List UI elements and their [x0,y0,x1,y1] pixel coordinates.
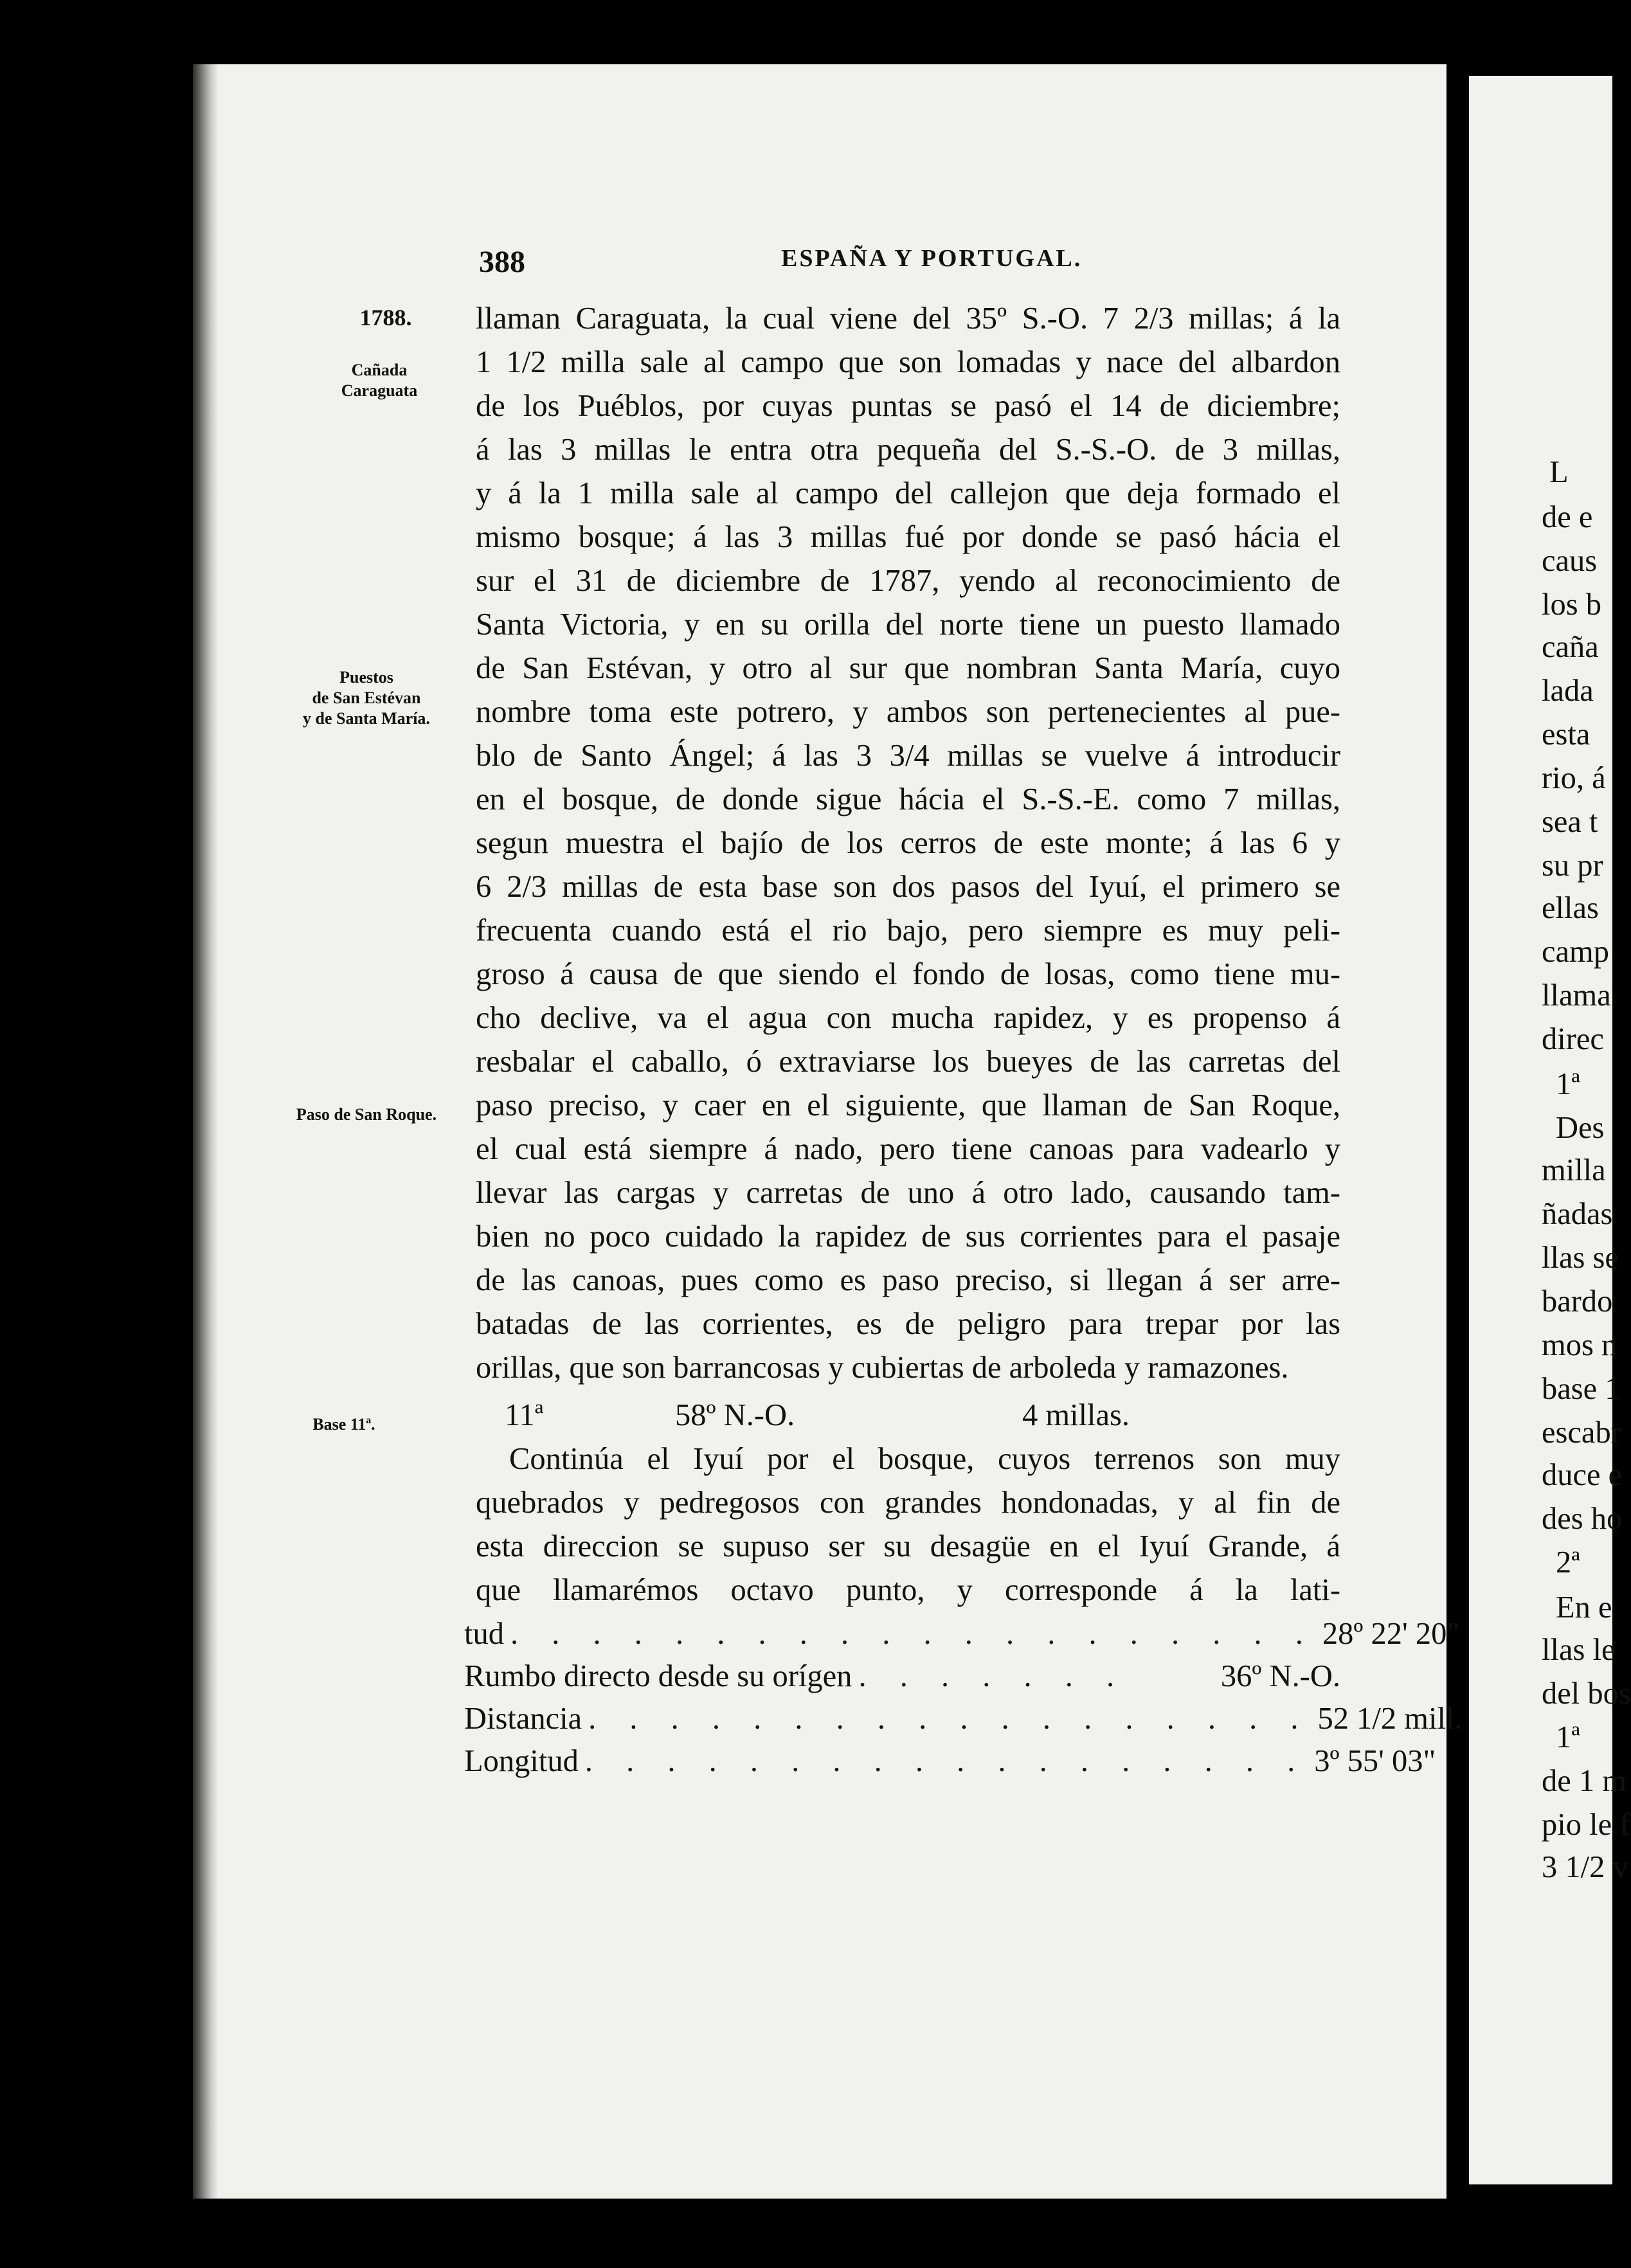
margin-note-paso: Paso de San Roque. [296,1105,437,1124]
facing-page-line: 1ª [1556,1720,1580,1754]
facing-page-line: Des [1556,1111,1605,1145]
text-line: 1 1/2 milla sale al campo que son lomadas y nace del albardon [476,345,1340,379]
text-line: en el bosque, de donde sigue hácia el S.-S.-E. como 7 millas, [476,782,1340,816]
text-line: esta direccion se supuso ser su desagüe en el Iyuí Grande, á [476,1529,1340,1563]
summary-value: 52 1/2 mill. [1317,1702,1463,1736]
facing-page-line: ellas [1542,891,1599,925]
summary-row [464,1612,1460,1656]
page-gutter-shadow [193,64,219,2199]
facing-page-line: direc [1542,1022,1604,1056]
text-line: llaman Caraguata, la cual viene del 35º S.-O. 7 2/3 millas; á la [476,302,1340,336]
facing-page-line: llas se [1542,1241,1619,1275]
summary-row [464,1740,1436,1783]
facing-page-line: del bos [1542,1677,1631,1711]
dot-leader: . . . . . . . [858,1659,1128,1693]
facing-page-line: sea t [1542,805,1598,839]
facing-page-line: ñadas [1542,1197,1613,1231]
facing-page-line: lada [1542,674,1594,708]
text-line: orillas, que son barrancosas y cubiertas de arboleda y ramazones. [476,1351,1289,1385]
margin-note-line: de San Estévan [312,688,421,707]
text-line: Continúa el Iyuí por el bosque, cuyos terrenos son muy [509,1442,1340,1476]
facing-page-line: base 1 [1542,1372,1621,1406]
margin-note-base: Base 11ª. [312,1415,375,1434]
text-line: resbalar el caballo, ó extraviarse los bueyes de las carretas del [476,1045,1340,1079]
facing-page-line: caña [1542,630,1599,664]
margin-note-line: Caraguata [341,381,418,400]
facing-page-line: L [1549,455,1569,489]
facing-page-line: 1ª [1556,1067,1580,1101]
summary-value: 28º 22' 20" [1322,1617,1460,1651]
text-line: y á la 1 milla sale al campo del callejon que deja formado el [476,476,1340,510]
text-line: batadas de las corrientes, es de peligro para trepar por las [476,1307,1340,1341]
margin-note-puestos [283,667,450,729]
margin-note-line: Puestos [339,668,393,687]
margin-note-canada [296,360,463,401]
facing-page-line: rio, á [1542,761,1606,795]
facing-page-line: mos n [1542,1328,1617,1362]
margin-note-year: 1788. [359,305,412,330]
text-line: Santa Victoria, y en su orilla del norte tiene un puesto llamado [476,608,1340,642]
summary-value: 36º N.-O. [1220,1659,1340,1693]
facing-page-line: de 1 m [1542,1764,1627,1798]
facing-page-line: des ho [1542,1502,1623,1536]
text-line: segun muestra el bajío de los cerros de este monte; á las 6 y [476,826,1340,860]
summary-value: 3º 55' 03" [1314,1744,1436,1778]
facing-page-line: camp [1542,935,1610,969]
text-line: que llamarémos octavo punto, y corresponde á la lati- [476,1573,1340,1607]
text-line: llevar las cargas y carretas de uno á otro lado, causando tam- [476,1176,1340,1210]
dot-leader: . . . . . . . . . . . . . . . . . . . . [510,1617,1316,1651]
facing-page-line: pio le f [1542,1808,1630,1842]
dot-leader: . . . . . . . . . . . . . . . . . . [584,1744,1308,1778]
summary-label: tud [464,1617,504,1651]
facing-page-line: escabr [1542,1416,1621,1450]
facing-page-line: milla [1542,1153,1606,1187]
text-line: mismo bosque; á las 3 millas fué por donde se pasó hácia el [476,520,1340,554]
text-line: blo de Santo Ángel; á las 3 3/4 millas se vuelve á introducir [476,739,1340,773]
facing-page-line: bardo [1542,1284,1613,1318]
dot-leader: . . . . . . . . . . . . . . . . . . [588,1702,1311,1736]
base-distance: 4 millas. [1022,1398,1130,1432]
text-line: á las 3 millas le entra otra pequeña del S.-S.-O. de 3 millas, [476,433,1340,467]
margin-note-line: y de Santa María. [303,709,430,728]
facing-page-line: esta [1542,717,1590,752]
margin-note-line: Cañada [351,361,408,379]
summary-label: Rumbo directo desde su orígen [464,1659,852,1693]
summary-label: Distancia [464,1702,582,1736]
summary-row [464,1697,1463,1741]
facing-page-line: llama [1542,978,1611,1013]
text-line: 6 2/3 millas de esta base son dos pasos del Iyuí, el primero se [476,870,1340,904]
base-bearing: 58º N.-O. [675,1398,795,1432]
text-line: de las canoas, pues como es paso preciso, si llegan á ser arre- [476,1263,1340,1297]
text-line: groso á causa de que siendo el fondo de losas, como tiene mu- [476,957,1340,991]
facing-page-line: 3 1/2 v [1542,1850,1628,1884]
text-line: de San Estévan, y otro al sur que nombran Santa María, cuyo [476,651,1340,685]
text-line: el cual está siempre á nado, pero tiene canoas para vadearlo y [476,1132,1340,1166]
facing-page-line: En e [1556,1590,1612,1625]
text-line: quebrados y pedregosos con grandes hondonadas, y al fin de [476,1486,1340,1520]
facing-page-line: de e [1542,500,1593,534]
summary-label: Longitud [464,1744,579,1778]
text-line: bien no poco cuidado la rapidez de sus corrientes para el pasaje [476,1220,1340,1254]
facing-page-line: llas le [1542,1633,1616,1667]
text-line: nombre toma este potrero, y ambos son pertenecientes al pue- [476,695,1340,729]
text-line: paso preciso, y caer en el siguiente, que llaman de San Roque, [476,1088,1340,1122]
facing-page-line: su pr [1542,849,1603,883]
text-line: de los Puéblos, por cuyas puntas se pasó el 14 de diciembre; [476,389,1340,423]
base-number: 11ª [505,1398,544,1432]
page-number: 388 [479,245,525,279]
facing-page-line: duce e [1542,1458,1623,1492]
text-line: frecuenta cuando está el rio bajo, pero siempre es muy peli- [476,914,1340,948]
text-line: cho declive, va el agua con mucha rapidez, y es propenso á [476,1001,1340,1035]
text-line: sur el 31 de diciembre de 1787, yendo al reconocimiento de [476,564,1340,598]
facing-page-line: 2ª [1556,1545,1580,1580]
facing-page-line: caus [1542,544,1598,578]
running-head: ESPAÑA Y PORTUGAL. [781,245,1083,272]
facing-page-line: los b [1542,588,1601,622]
summary-row [464,1655,1340,1698]
